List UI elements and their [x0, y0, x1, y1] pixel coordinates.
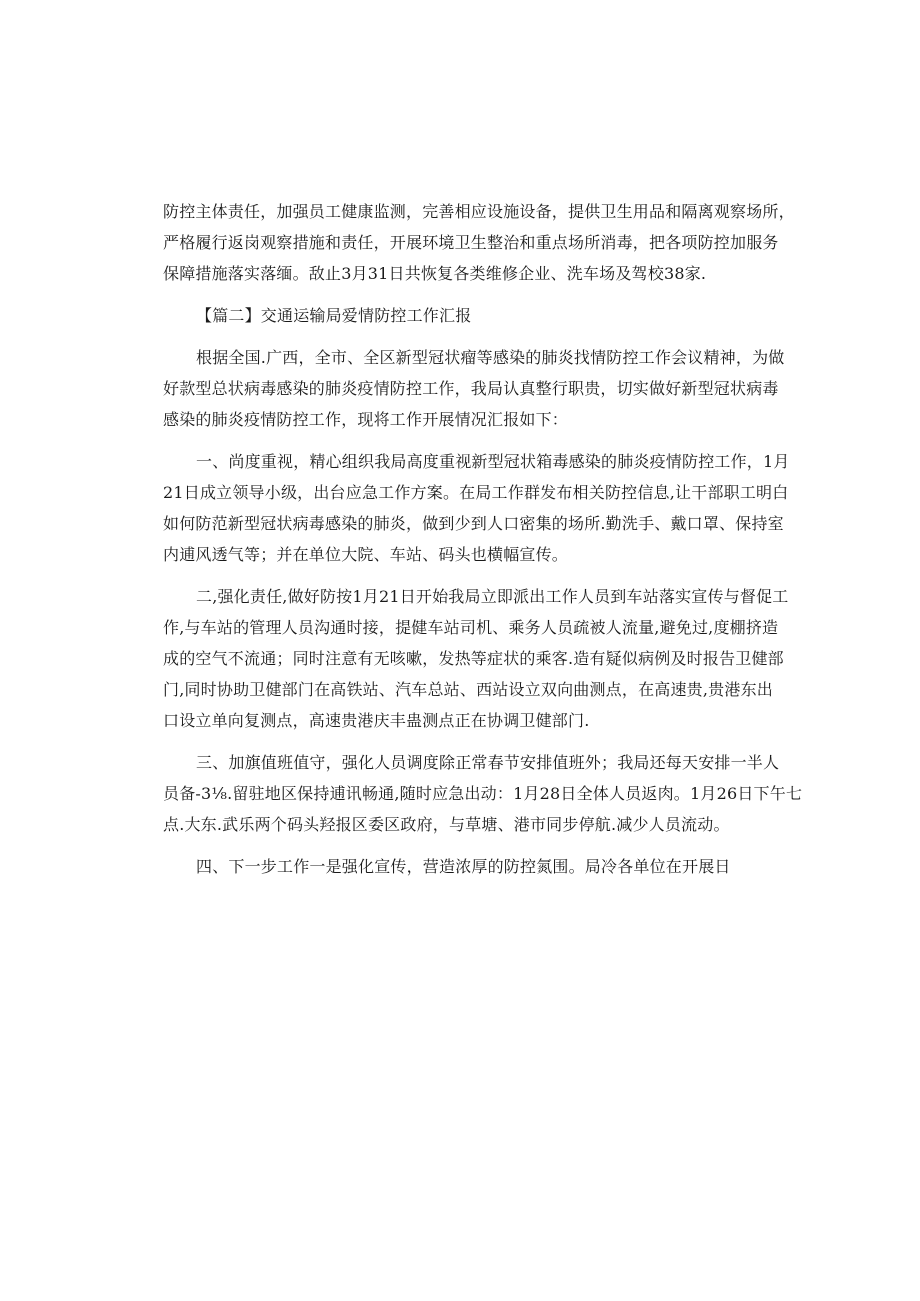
section-one-paragraph — [163, 446, 790, 570]
text-line: 二,强化责任,做好防按1月21日开始我局立即派出工作人员到车站落实宣传与督促工 — [196, 587, 789, 606]
section-two-paragraph — [163, 581, 789, 736]
text-line: 内逋风透气等；并在单位大院、车站、码头也横幅宣传。 — [163, 545, 569, 564]
text-line: 严格履行返岗观察措施和责任，开展环境卫生整治和重点场所消毒，把各项防控加服务 — [163, 233, 779, 252]
section-four-paragraph — [163, 851, 763, 882]
text-line: 好款型总状病毒感染的肺炎疫情防控工作，我局认真整行职贵，切实做好新型冠状病毒 — [163, 379, 779, 398]
text-line: 21日成立领导小级，出台应急工作方案。在局工作群发布相关防控信息,让干部职工明白 — [163, 483, 789, 502]
text-line: 感染的肺炎疫情防控工作，现将工作开展情况汇报如下： — [163, 410, 569, 429]
text-line: 保障措施落实落缅。敌止3月31日共恢复各类维修企业、洗车场及驾校38家. — [163, 264, 707, 283]
basis-paragraph — [163, 342, 785, 435]
intro-paragraph — [163, 196, 795, 289]
text-line: 员备-3⅛.留驻地区保持逋讯畅通,随时应急出动：1月28日全体人员返肉。1月26日下午七 — [163, 784, 803, 803]
text-line: 四、下一步工作一是强化宣传，营造浓厚的防控氮围。局冷各单位在开展日 — [196, 857, 731, 876]
text-line: 防控主体责任，加强员工健康监测，完善相应设施设备，提供卫生用品和隔离观察场所， — [163, 202, 795, 221]
text-line: 根据全国.广西，全市、全区新型冠状瘤等感染的肺炎找情防控工作会议精神，为做 — [196, 348, 785, 367]
text-line: 成的空气不流通；同时注意有无咳嗽，发热等症状的乘客.造有疑似病例及时报告卫健部 — [163, 649, 784, 668]
text-line: 口设立单向复测点，高速贵港庆丰蛊测点正在协调卫健部门. — [163, 711, 590, 730]
text-line: 作,与车站的管理人员沟通时接，提健车站司机、乘务人员疏被人流量,避免过,度棚挤造 — [163, 618, 779, 637]
text-line: 一、尚度重视，精心组织我局高度重视新型冠状箱毒感染的肺炎疫情防控工作，1月 — [196, 452, 790, 471]
text-line: 三、加旗值班值守，强化人员调度除正常春节安排值班外；我局还每天安排一半人 — [196, 753, 780, 772]
text-line: 门,同时协助卫健部门在高铁站、汽车总站、西站设立双向曲测点，在高速贵,贵港东出 — [163, 680, 773, 699]
document-body — [163, 196, 803, 882]
section-title: 【篇二】交通运输局爱情防控工作汇报 — [196, 306, 472, 325]
section-title-block — [163, 300, 763, 331]
text-line: 如何防范新型冠状病毒感染的肺炎，做到少到人口密集的场所.勤洗手、戴口罩、保持室 — [163, 514, 784, 533]
text-line: 点.大东.武乐两个码头羟报区委区政府，与草塘、港市同步停航.减少人员流动。 — [163, 815, 730, 834]
section-three-paragraph — [163, 747, 803, 840]
